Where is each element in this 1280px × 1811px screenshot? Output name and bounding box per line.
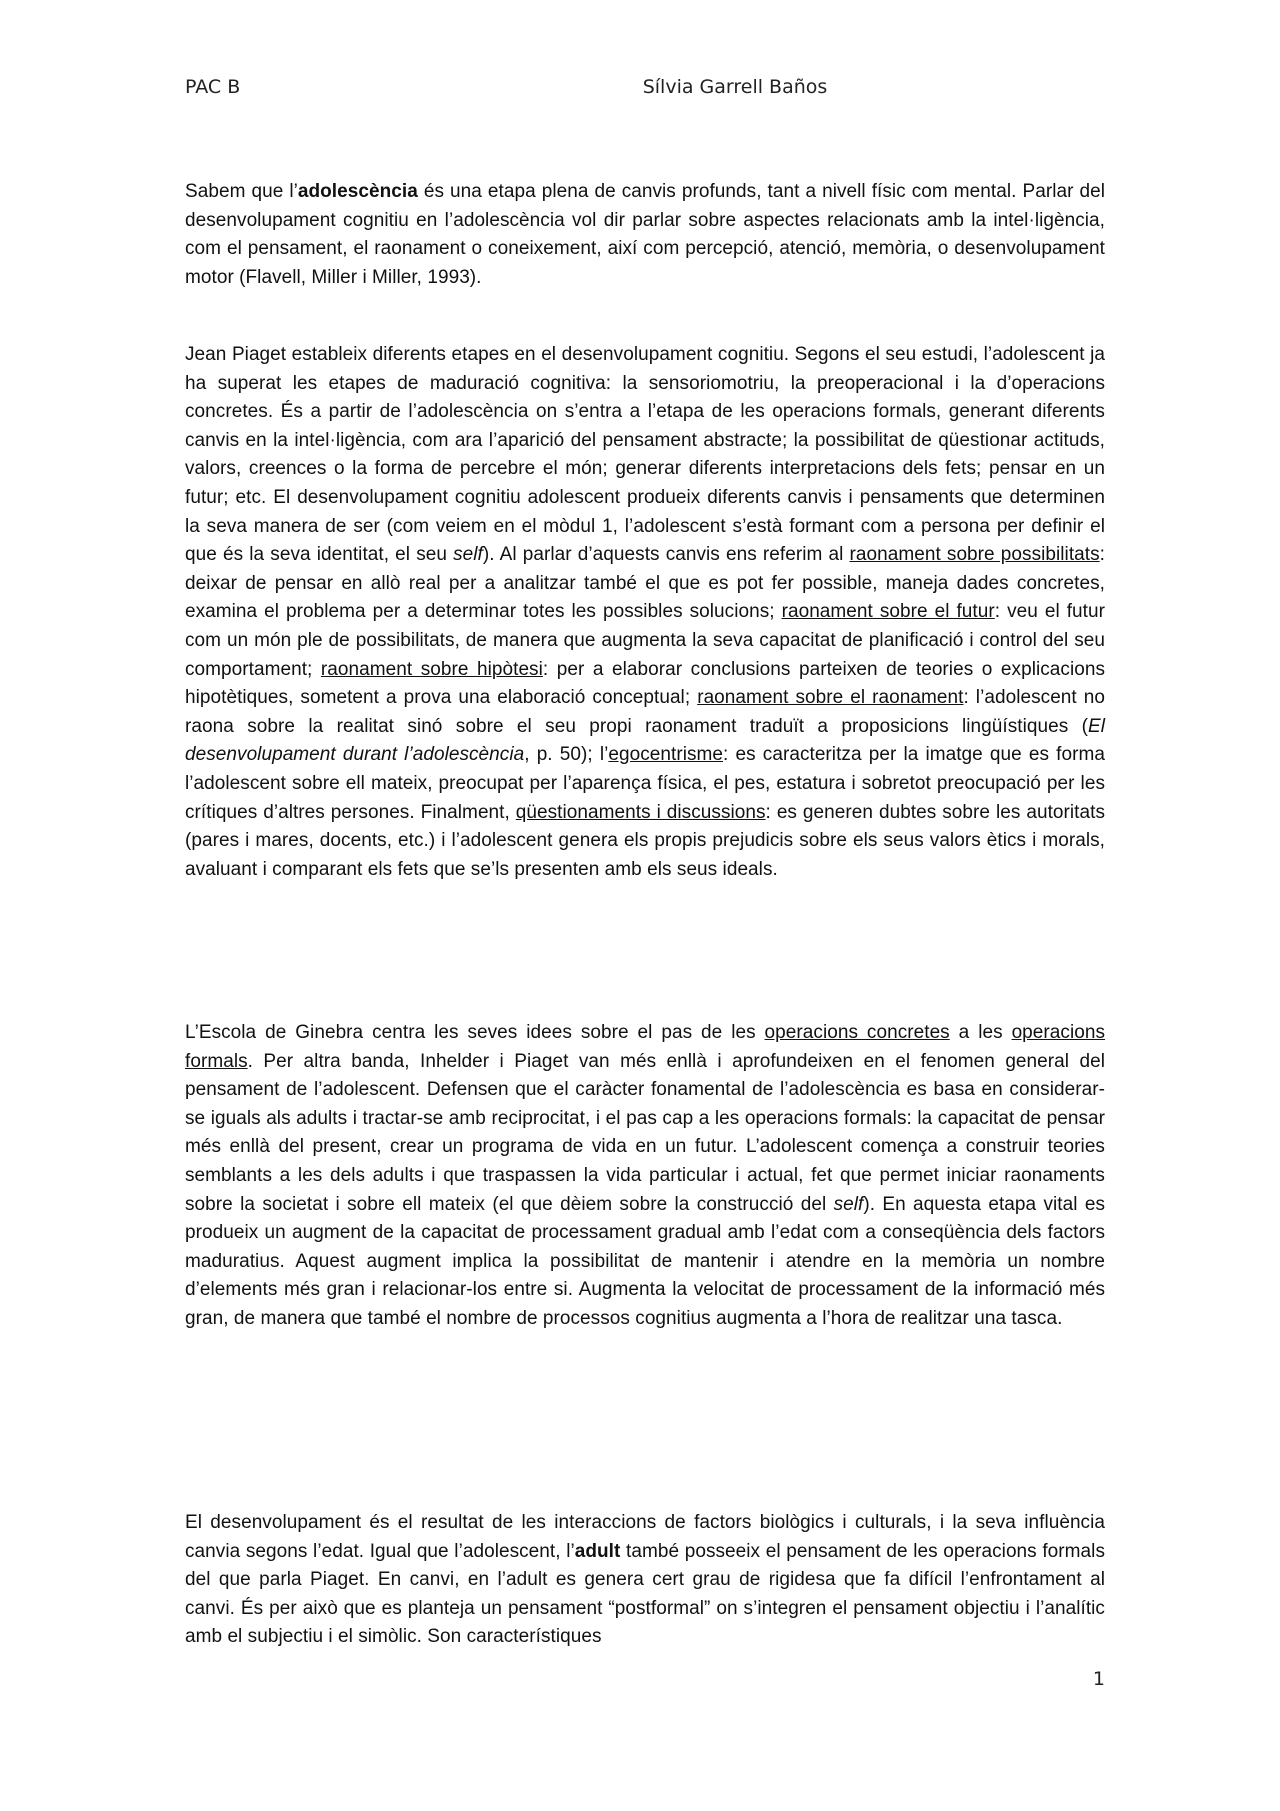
header-course-label: PAC B [185,76,241,98]
underlined-term-raonament: raonament sobre el raonament [697,687,964,709]
paragraph-piaget-stages [185,341,1105,884]
text-span: . Per altra banda, Inhelder i Piaget van més enllà i aprofundeixen en el fenomen general del pensament de l’adolescent. Defensen que el caràcter fonamental de l’adolescència es basa en considerar-se iguals als adults i tractar-se amb reciprocitat, i el pas cap a les operacions formals: la capacitat de pensar més enllà del present, crear un programa de vida en un futur. L’adolescent comença a construir teories semblants a les dels adults i que traspassen la vida particular i actual, fet que permet iniciar raonaments sobre la societat i sobre ell mateix (el que dèiem sobre la construcció del [185,1050,1105,1215]
page-header [185,76,1105,106]
bold-term-adolescencia: adolescència [297,181,418,202]
text-span: és una etapa plena de canvis profunds, tant a nivell físic com mental. Parlar del desenvolupament cognitiu en l’adolescència vol dir parlar sobre aspectes relacionats amb la intel·ligència, com el pensament, el raonament o coneixement, així com percepció, atenció, memòria, o desenvolupament motor (Flavell, Miller i Miller, 1993). [185,181,1105,288]
header-author-name: Sílvia Garrell Baños [642,76,828,98]
text-span: ). En aquesta etapa vital es produeix un augment de la capacitat de processament gradual amb l’edat com a conseqüència dels factors maduratius. Aquest augment implica la possibilitat de mantenir i atendre en la memòria un nombre d’elements més gran i relacionar-los entre si. Augmenta la velocitat de processament de la informació més gran, de manera que també el nombre de processos cognitius augmenta a l’hora de realitzar una tasca. [185,1193,1105,1329]
italic-term-self: self [453,544,483,566]
paragraph-adolescence-intro [185,178,1105,292]
text-span: ). Al parlar d’aquests canvis ens referim al [482,544,850,566]
text-span: : es generen dubtes sobre les autoritats (pares i mares, docents, etc.) i l’adolescent genera els propis prejudicis sobre els seus valors ètics i morals, avaluant i comparant els fets que se’ls presenten amb els seus ideals. [185,801,1106,880]
text-span: també posseeix el pensament de les operacions formals del que parla Piaget. En canvi, en l’adult es genera cert grau de rigidesa que fa difícil l’enfrontament al canvi. És per això que es planteja un pensament “postformal” on s’integren el pensament objectiu i l’analític amb el subjectiu i el simòlic. Son característiques [185,1540,1105,1648]
underlined-term-hipotesi: raonament sobre hipòtesi [320,658,543,680]
text-span: , p. 50); l’ [524,744,609,766]
text-span: : veu el futur com un món ple de possibilitats, de manera que augmenta la seva capacitat de planificació i control del seu comportament; [185,601,1105,680]
italic-term-self: self [833,1193,864,1215]
text-span: L’Escola de Ginebra centra les seves idees sobre el pas de les [185,1022,765,1043]
text-span: : per a elaborar conclusions parteixen de teories o explicacions hipotètiques, sometent a prova una elaboració conceptual; [185,658,1106,709]
text-span: a les [949,1022,1012,1043]
underlined-term-futur: raonament sobre el futur [781,601,995,623]
text-span: : es caracteritza per la imatge que es forma l’adolescent sobre ell mateix, preocupat per l’aparença física, el pes, estatura i sobretot preocupació per les crítiques d’altres persones. Finalment, [185,744,1105,823]
underlined-term-operacions-formals: operacions formals [185,1022,1106,1072]
underlined-term-operacions-concretes: operacions concretes [764,1022,950,1043]
underlined-term-egocentrisme: egocentrisme [608,744,724,766]
text-span: : deixar de pensar en allò real per a analitzar també el que es pot fer possible, maneja dades concretes, examina el problema per a determinar totes les possibles solucions; [185,544,1105,623]
underlined-term-possibilitats: raonament sobre possibilitats [849,544,1100,566]
text-span: Jean Piaget estableix diferents etapes en el desenvolupament cognitiu. Segons el seu estudi, l’adolescent ja ha superat les etapes de maduració cognitiva: la sensoriomotriu, la preoperacional i la d’operacions concretes. És a partir de l’adolescència on s’entra a l’etapa de les operacions formals, generant diferents canvis en la intel·ligència, com ara l’aparició del pensament abstracte; la possibilitat de qüestionar actituds, valors, creences o la forma de percebre el món; generar diferents interpretacions dels fets; pensar en un futur; etc. El desenvolupament cognitiu adolescent produeix diferents canvis i pensaments que determinen la seva manera de ser (com veiem en el mòdul 1, l’adolescent s’està formant com a persona per definir el que és la seva identitat, el seu [185,344,1105,566]
bold-term-adult: adult [574,1540,621,1562]
paragraph-escola-ginebra [185,1019,1105,1334]
page-number: 1 [1092,1668,1105,1690]
italic-book-title: El desenvolupament durant l’adolescència [185,715,1105,766]
text-span: : l’adolescent no raona sobre la realitat sinó sobre el seu propi raonament traduït a proposicions lingüístiques ( [185,687,1105,737]
paragraph-adult-development [185,1509,1105,1652]
underlined-term-questionaments: qüestionaments i discussions [515,801,766,823]
text-span: Sabem que l’ [185,181,298,202]
text-span: El desenvolupament és el resultat de les interaccions de factors biològics i culturals, i la seva influència canvia segons l’edat. Igual que l’adolescent, l’ [185,1512,1105,1562]
